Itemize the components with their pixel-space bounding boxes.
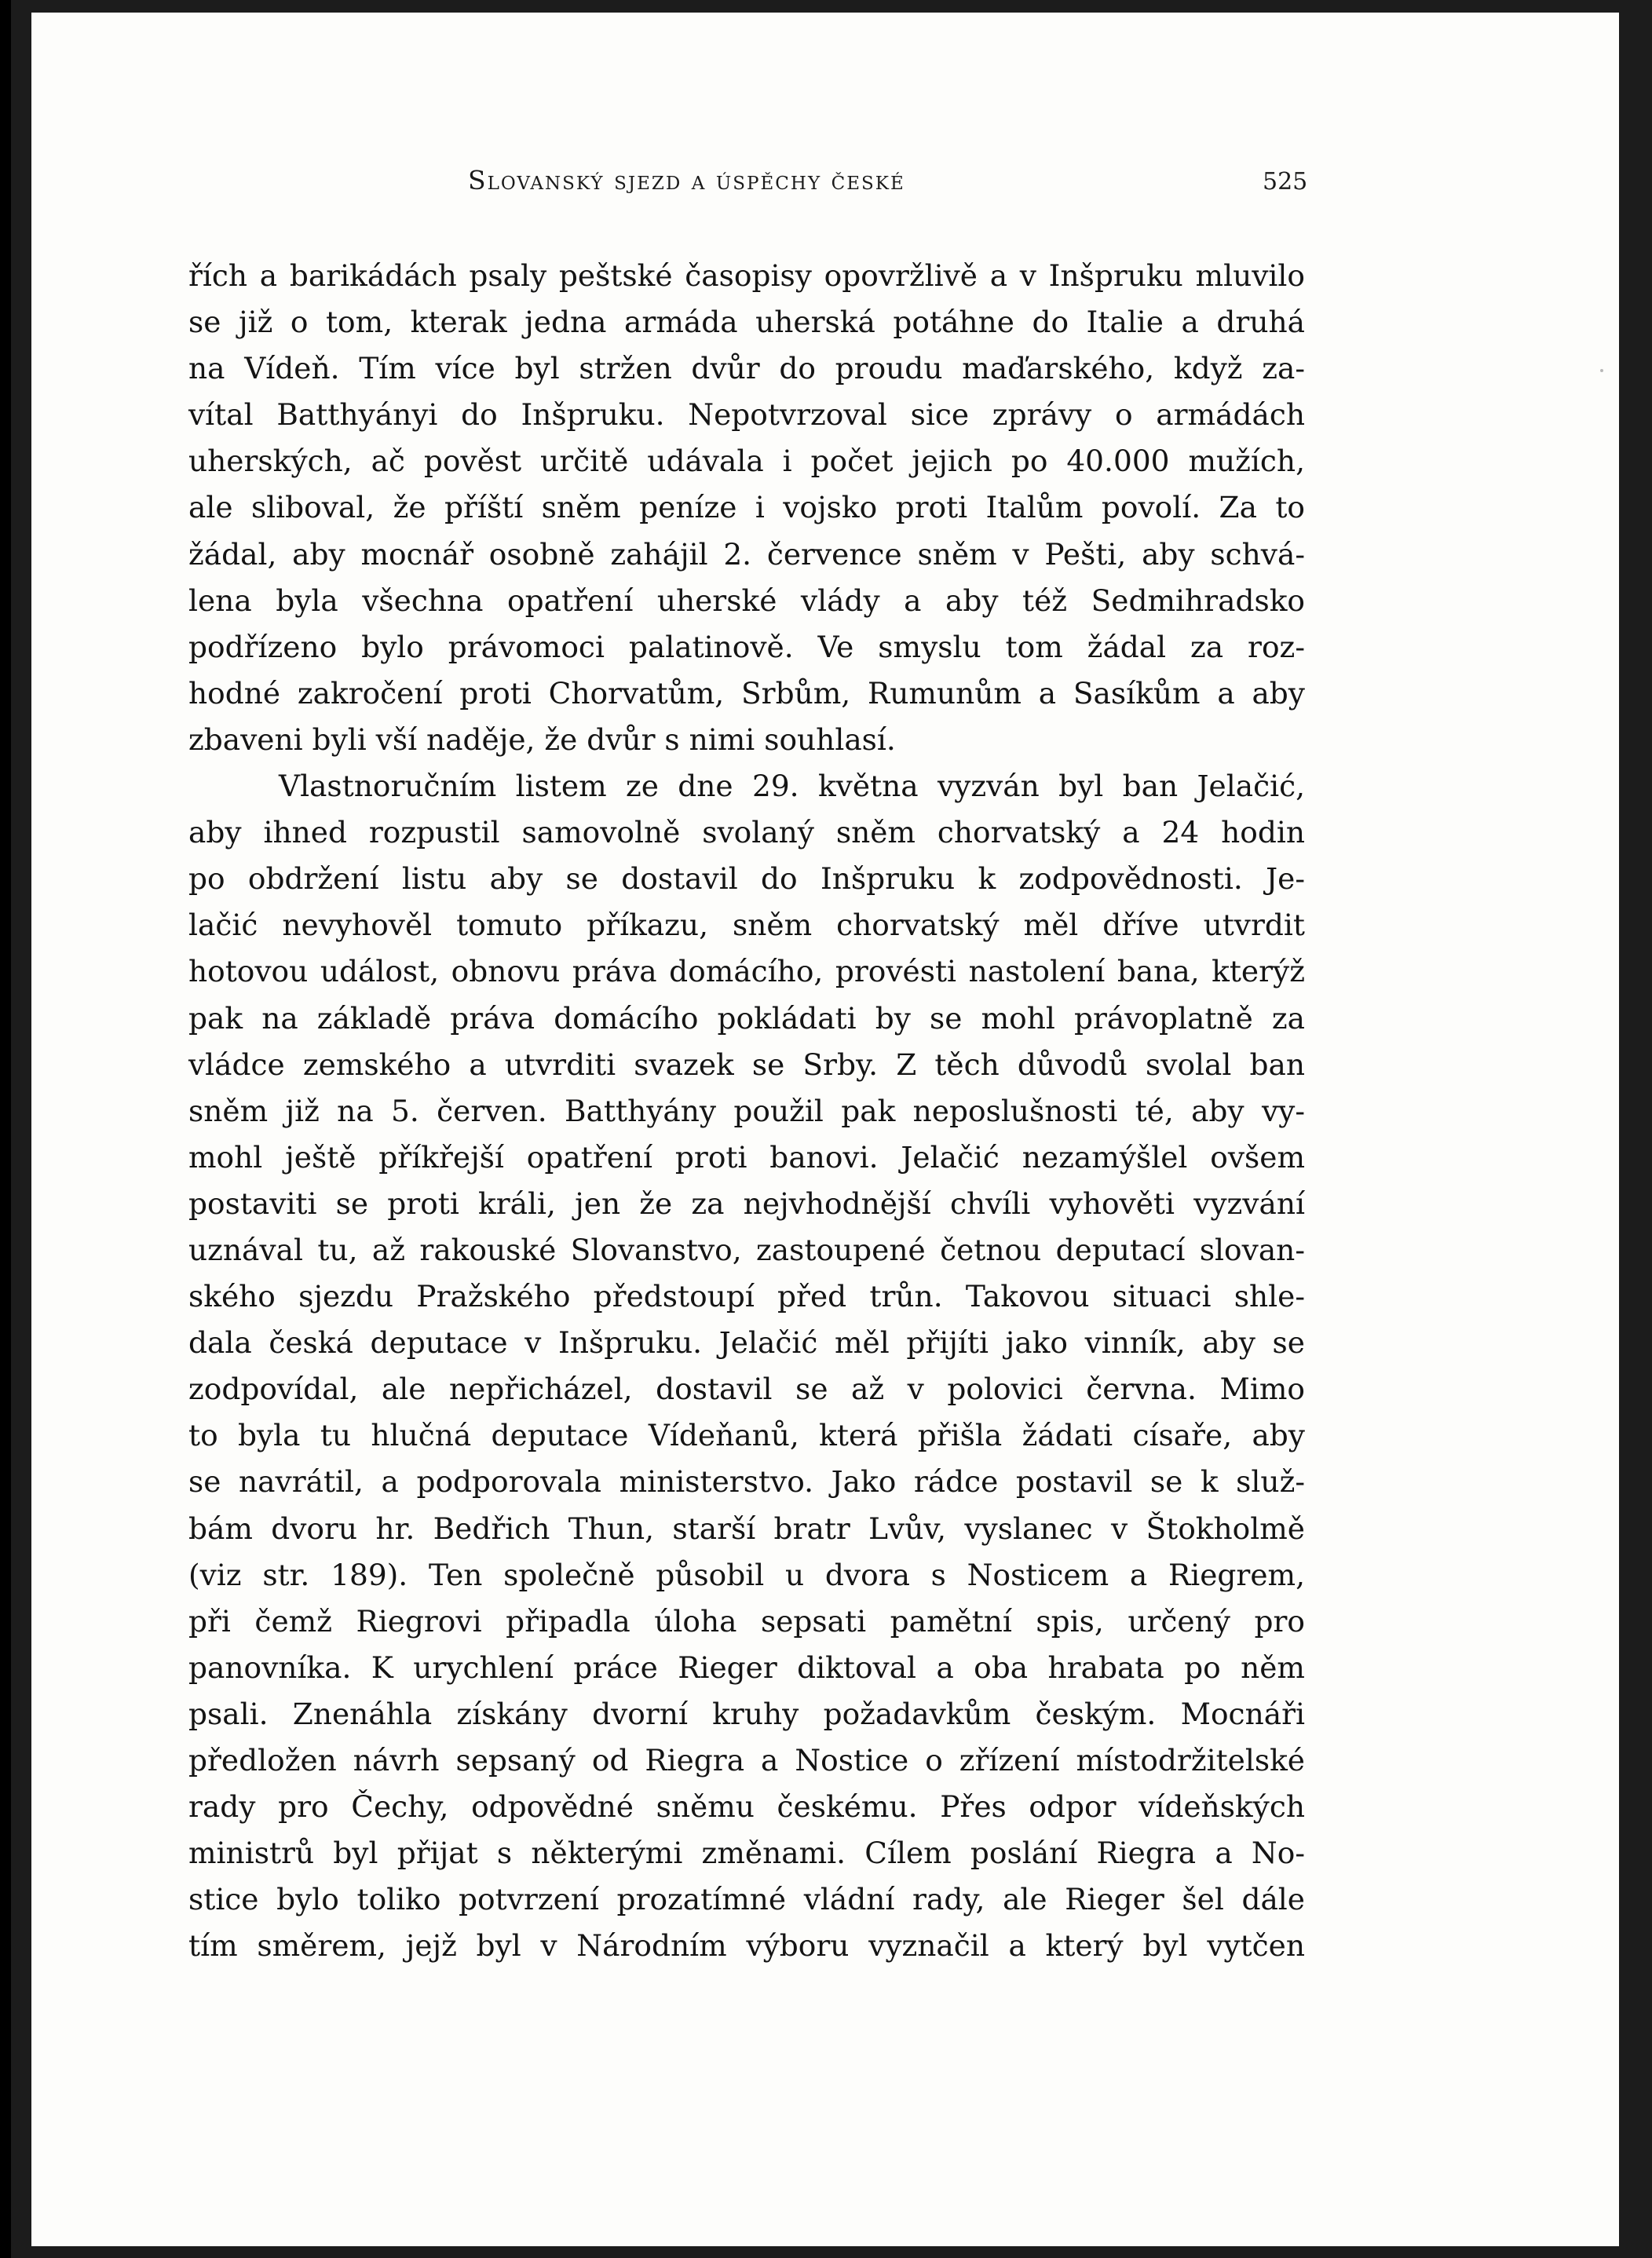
text-line: lačić nevyhověl tomuto příkazu, sněm chorvatský měl dříve utvrdit xyxy=(188,908,1305,943)
text-line: stice bylo toliko potvrzení prozatímné vládní rady, ale Rieger šel dále xyxy=(188,1882,1305,1917)
text-line: lena byla všechna opatření uherské vlády a aby též Sedmihradsko xyxy=(188,583,1305,618)
text-line: rady pro Čechy, odpovědné sněmu českému. Přes odpor vídeňských xyxy=(188,1789,1305,1825)
text-line: se již o tom, kterak jedna armáda uherská potáhne do Italie a druhá xyxy=(188,305,1305,340)
text-line: mohl ještě příkřejší opatření proti banovi. Jelačić nezamýšlel ovšem xyxy=(188,1139,1305,1175)
text-line: uznával tu, až rakouské Slovanstvo, zastoupené četnou deputací slovan- xyxy=(188,1232,1305,1267)
text-line: psali. Znenáhla získány dvorní kruhy požadavkům českým. Mocnáři xyxy=(188,1696,1305,1731)
scan-edge xyxy=(0,0,11,2258)
text-line: podřízeno bylo právomoci palatinově. Ve smyslu tom žádal za roz- xyxy=(188,629,1305,664)
paragraph xyxy=(188,763,1305,1969)
text-line: sněm již na 5. červen. Batthyány použil pak neposlušnosti té, aby vy- xyxy=(188,1093,1305,1128)
text-line: zbaveni byli vší naděje, že dvůr s nimi souhlasí. xyxy=(188,722,896,757)
text-line: vítal Batthyányi do Inšpruku. Nepotvrzoval sice zprávy o armádách xyxy=(188,397,1305,433)
text-line: to byla tu hlučná deputace Vídeňanů, která přišla žádati císaře, aby xyxy=(188,1418,1305,1453)
text-line: řích a barikádách psaly peštské časopisy opovržlivě a v Inšpruku mluvilo xyxy=(188,258,1305,293)
running-title: Slovanský sjezd a úspěchy české xyxy=(468,165,905,195)
text-line: ministrů byl přijat s některými změnami. Cílem poslání Riegra a No- xyxy=(188,1836,1305,1871)
text-line: žádal, aby mocnář osobně zahájil 2. července sněm v Pešti, aby schvá- xyxy=(188,536,1305,572)
text-line: hodné zakročení proti Chorvatům, Srbům, Rumunům a Sasíkům a aby xyxy=(188,675,1305,711)
paper-speck xyxy=(1600,369,1603,372)
text-line: tím směrem, jejž byl v Národním výboru vyznačil a který byl vytčen xyxy=(188,1928,1305,1964)
text-line: ského sjezdu Pražského předstoupí před trůn. Takovou situaci shle- xyxy=(188,1279,1305,1314)
body-text xyxy=(188,253,1305,1969)
text-line: předložen návrh sepsaný od Riegra a Nostice o zřízení místodržitelské xyxy=(188,1743,1305,1778)
text-line: vládce zemského a utvrditi svazek se Srby. Z těch důvodů svolal ban xyxy=(188,1047,1305,1082)
text-line: bám dvoru hr. Bedřich Thun, starší bratr Lvův, vyslanec v Štokholmě xyxy=(188,1511,1305,1546)
text-line: při čemž Riegrovi připadla úloha sepsati pamětní spis, určený pro xyxy=(188,1603,1305,1639)
text-line: uherských, ač pověst určitě udávala i počet jejich po 40.000 mužích, xyxy=(188,444,1305,479)
text-line: dala česká deputace v Inšpruku. Jelačić měl přijíti jako vinník, aby se xyxy=(188,1325,1305,1361)
text-line: aby ihned rozpustil samovolně svolaný sněm chorvatský a 24 hodin xyxy=(188,815,1305,850)
page-number: 525 xyxy=(1263,168,1308,195)
text-line: se navrátil, a podporovala ministerstvo. Jako rádce postavil se k služ- xyxy=(188,1464,1305,1500)
text-line: na Vídeň. Tím více byl stržen dvůr do proudu maďarského, když za- xyxy=(188,351,1305,386)
text-line: Vlastnoručním listem ze dne 29. května vyzván byl ban Jelačić, xyxy=(279,769,1305,804)
text-line: panovníka. K urychlení práce Rieger diktoval a oba hrabata po něm xyxy=(188,1650,1305,1685)
text-line: postaviti se proti králi, jen že za nejvhodnější chvíli vyhověti vyzvání xyxy=(188,1186,1305,1221)
paragraph xyxy=(188,253,1305,763)
text-line: (viz str. 189). Ten společně působil u dvora s Nosticem a Riegrem, xyxy=(188,1557,1305,1592)
text-line: ale sliboval, že příští sněm peníze i vojsko proti Italům povolí. Za to xyxy=(188,490,1305,525)
page-header xyxy=(0,159,1652,206)
text-line: pak na základě práva domácího pokládati by se mohl právoplatně za xyxy=(188,1000,1305,1036)
text-line: zodpovídal, ale nepřicházel, dostavil se až v polovici června. Mimo xyxy=(188,1372,1305,1407)
text-line: hotovou událost, obnovu práva domácího, provésti nastolení bana, kterýž xyxy=(188,954,1305,989)
text-line: po obdržení listu aby se dostavil do Inšpruku k zodpovědnosti. Je- xyxy=(188,861,1305,897)
